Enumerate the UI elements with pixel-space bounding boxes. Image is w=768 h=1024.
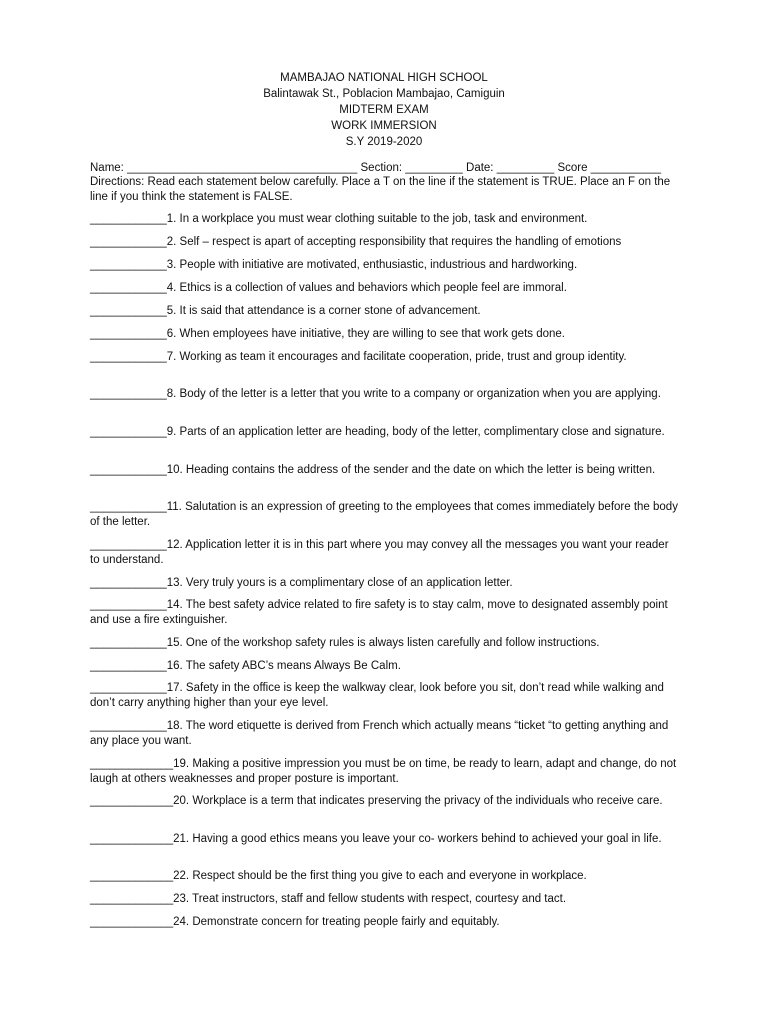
question-item: ____________5. It is said that attendance is a corner stone of advancement. <box>90 305 481 317</box>
school-address: Balintawak St., Poblacion Mambajao, Camiguin <box>263 88 505 100</box>
school-name: MAMBAJAO NATIONAL HIGH SCHOOL <box>280 72 488 84</box>
school-year: S.Y 2019-2020 <box>345 136 423 148</box>
subject-title: WORK IMMERSION <box>331 120 437 132</box>
question-item: _____________24. Demonstrate concern for treating people fairly and equitably. <box>90 916 500 928</box>
question-item: _____________21. Having a good ethics means you leave your co- workers behind to achieved your goal in life. <box>90 833 662 845</box>
question-item: ____________9. Parts of an application letter are heading, body of the letter, complimentary close and signature. <box>90 426 665 438</box>
question-item: ____________4. Ethics is a collection of values and behaviors which people feel are immoral. <box>90 282 567 294</box>
question-item: ____________16. The safety ABC’s means Always Be Calm. <box>90 660 401 672</box>
question-item: ____________18. The word etiquette is derived from French which actually means “ticket “to getting anything and any place you want. <box>90 720 669 747</box>
question-item: _____________22. Respect should be the first thing you give to each and everyone in workplace. <box>90 870 587 882</box>
question-item: ____________11. Salutation is an expression of greeting to the employees that comes immediately before the body of the letter. <box>90 501 678 528</box>
question-item: _____________23. Treat instructors, staff and fellow students with respect, courtesy and tact. <box>90 893 567 905</box>
question-item: _____________19. Making a positive impression you must be on time, be ready to learn, adapt and change, do not laugh at others weaknesses and proper posture is important. <box>90 758 677 785</box>
question-item: ____________1. In a workplace you must wear clothing suitable to the job, task and environment. <box>90 213 588 225</box>
question-item: ____________17. Safety in the office is keep the walkway clear, look before you sit, don’t read while walking and don’t carry anything higher than your eye level. <box>90 682 664 709</box>
question-item: _____________20. Workplace is a term that indicates preserving the privacy of the individuals who receive care. <box>90 795 663 807</box>
question-item: ____________8. Body of the letter is a letter that you write to a company or organization when you are applying. <box>90 388 661 400</box>
question-item: ____________6. When employees have initiative, they are willing to see that work gets done. <box>90 328 565 340</box>
directions: Directions: Read each statement below carefully. Place a T on the line if the statement is TRUE. Place an F on the line if you think the statement is FALSE. <box>90 176 671 203</box>
question-item: ____________14. The best safety advice related to fire safety is to stay calm, move to designated assembly point and use a fire extinguisher. <box>90 599 668 626</box>
student-info-line: Name: ____________________________________ Section: _________ Date: _________ Score ___________ <box>90 162 662 174</box>
question-item: ____________3. People with initiative are motivated, enthusiastic, industrious and hardworking. <box>90 259 578 271</box>
question-item: ____________13. Very truly yours is a complimentary close of an application letter. <box>90 577 513 589</box>
question-item: ____________12. Application letter it is in this part where you may convey all the messages you want your reader to understand. <box>90 539 669 566</box>
question-item: ____________7. Working as team it encourages and facilitate cooperation, pride, trust and group identity. <box>90 351 627 363</box>
question-item: ____________2. Self – respect is apart of accepting responsibility that requires the handling of emotions <box>90 236 622 248</box>
exam-title: MIDTERM EXAM <box>339 104 429 116</box>
question-item: ____________10. Heading contains the address of the sender and the date on which the letter is being written. <box>90 464 656 476</box>
exam-header <box>0 70 768 150</box>
question-item: ____________15. One of the workshop safety rules is always listen carefully and follow instructions. <box>90 637 600 649</box>
